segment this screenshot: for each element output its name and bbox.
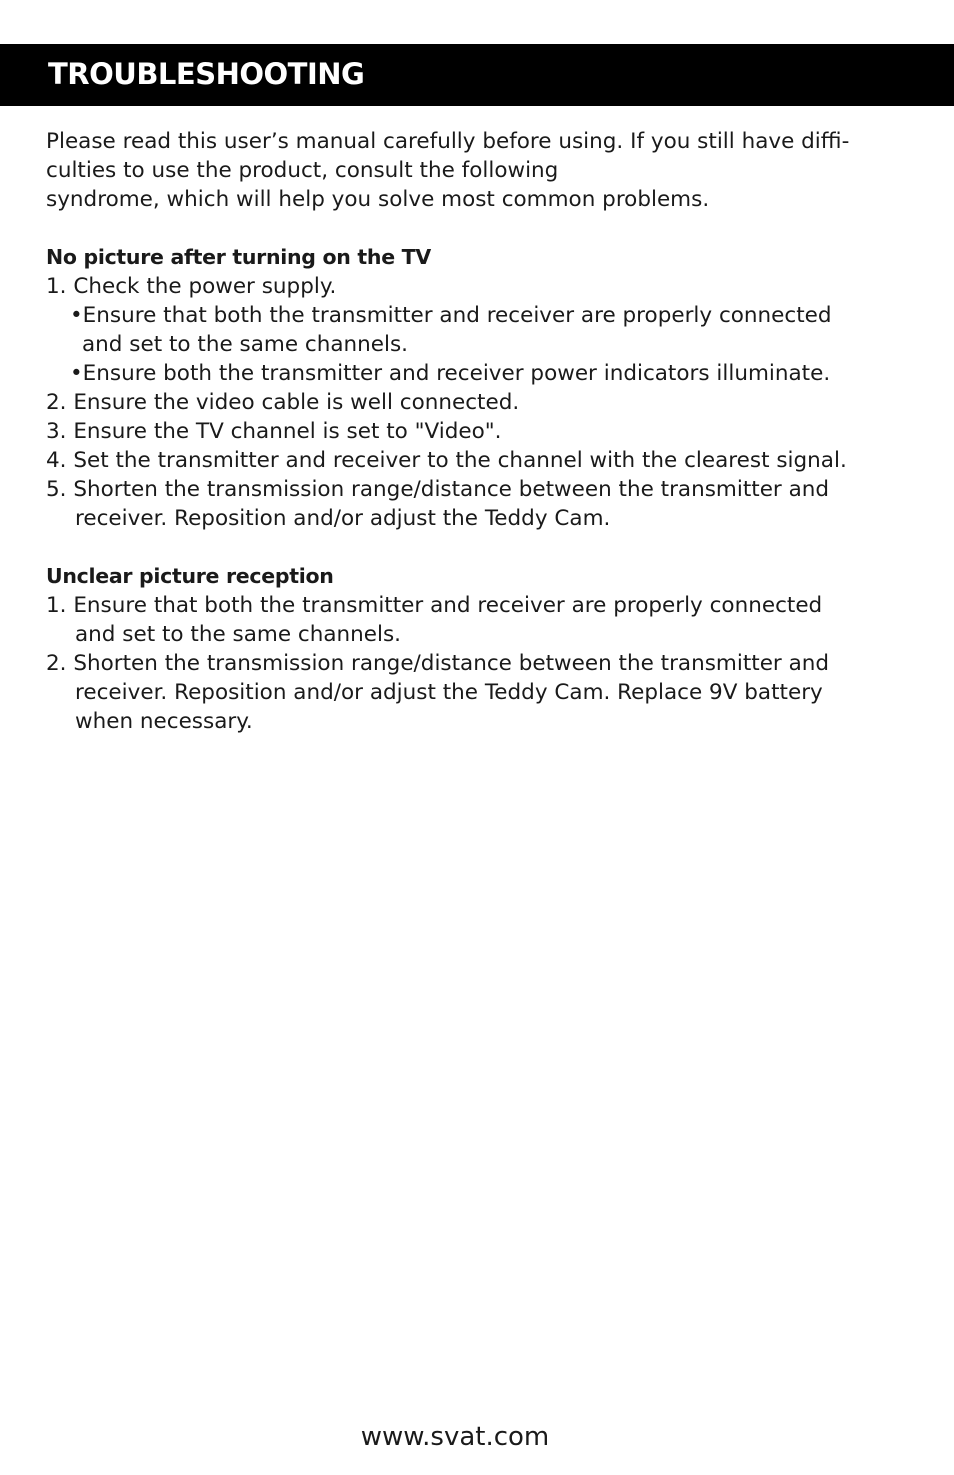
bullet-item-continuation: and set to the same channels. — [82, 332, 409, 357]
list-item-continuation: and set to the same channels. — [75, 622, 402, 647]
list-item-continuation: when necessary. — [75, 709, 253, 734]
footer-website: www.svat.com — [360, 1422, 550, 1452]
list-item: 1. Ensure that both the transmitter and receiver are properly connected — [46, 593, 823, 618]
manual-body — [46, 127, 916, 736]
bullet-item: •Ensure both the transmitter and receiver power indicators illuminate. — [70, 361, 831, 386]
intro-line: syndrome, which will help you solve most common problems. — [46, 187, 710, 212]
list-item-continuation: receiver. Reposition and/or adjust the Teddy Cam. Replace 9V battery — [75, 680, 823, 705]
page-title: TROUBLESHOOTING — [48, 57, 365, 91]
list-item: 4. Set the transmitter and receiver to the channel with the clearest signal. — [46, 448, 847, 473]
intro-line: Please read this user’s manual carefully before using. If you still have diffi- — [46, 129, 850, 154]
spacer — [46, 214, 916, 243]
spacer — [46, 533, 916, 562]
list-item: 3. Ensure the TV channel is set to "Video". — [46, 419, 502, 444]
list-item: 2. Ensure the video cable is well connected. — [46, 390, 520, 415]
bullet-item: •Ensure that both the transmitter and receiver are properly connected — [70, 303, 832, 328]
section-heading: Unclear picture reception — [46, 564, 334, 588]
list-item-continuation: receiver. Reposition and/or adjust the Teddy Cam. — [75, 506, 611, 531]
list-item: 2. Shorten the transmission range/distance between the transmitter and — [46, 651, 830, 676]
title-banner — [0, 44, 954, 106]
list-item: 1. Check the power supply. — [46, 274, 337, 299]
intro-line: culties to use the product, consult the following — [46, 158, 559, 183]
section-heading: No picture after turning on the TV — [46, 245, 431, 269]
list-item: 5. Shorten the transmission range/distance between the transmitter and — [46, 477, 830, 502]
